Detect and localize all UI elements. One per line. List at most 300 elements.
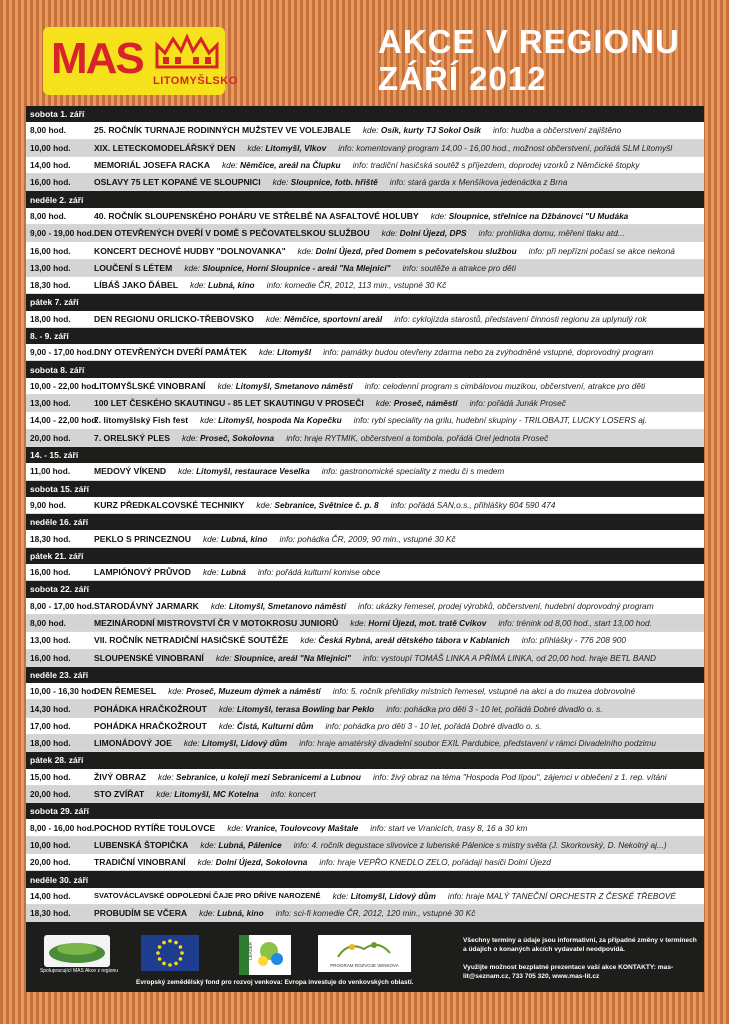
location-value: Horní Újezd, mot. tratě Cvikov (368, 618, 487, 629)
info-value: hraje VEPŘO KNEDLO ZELO, pořádají hasiči Dolní Újezd (337, 857, 551, 868)
event-location (203, 534, 268, 544)
event-name: POHÁDKA HRAČKOŽROUT (94, 703, 207, 714)
disclaimer-text: Všechny termíny a údaje jsou informativní, za případné změny v termínech a údajích o konaných akcích vydavatel neodpovídá. (463, 937, 697, 953)
event-location (211, 601, 346, 611)
event-row (26, 311, 704, 328)
partner-logo (44, 935, 110, 967)
rural-program-logo (318, 935, 411, 972)
event-row (26, 497, 704, 514)
date-label: pátek 7. září (30, 297, 79, 308)
event-name: SLOUPENSKÉ VINOBRANÍ (94, 652, 204, 663)
info-value: pořádá Junák Proseč (487, 398, 566, 409)
date-header (26, 361, 704, 377)
event-location (376, 398, 458, 408)
event-time: 10,00 - 22,00 hod. (30, 380, 99, 391)
svg-text:PROGRAM ROZVOJE VENKOVA: PROGRAM ROZVOJE VENKOVA (330, 963, 399, 968)
info-label: info: (299, 738, 315, 749)
event-row (26, 174, 704, 191)
event-name: POCHOD RYTÍŘE TOULOVCE (94, 822, 216, 833)
info-value: památky budou otevřeny zdarma nebo za zvýhodněné vstupné, doprovodný program (341, 347, 654, 358)
location-label: kde: (199, 908, 215, 919)
event-row (26, 395, 704, 412)
location-value: Česká Rybná, areál dětského tábora v Kablanich (318, 635, 510, 646)
date-label: pátek 21. září (30, 550, 84, 561)
date-label: sobota 15. září (30, 483, 90, 494)
event-time: 8,00 - 16,00 hod. (30, 822, 95, 833)
date-label: sobota 29. září (30, 806, 90, 817)
event-info (338, 143, 672, 153)
event-location (184, 263, 390, 273)
location-label: kde: (256, 499, 273, 510)
info-label: info: (275, 908, 292, 919)
info-value: komentovaný program 14,00 - 16,00 hod., možnost občerstvení, pořádá SLM Litomyšl (356, 142, 673, 153)
info-value: soutěže a atrakce pro děti (420, 262, 516, 273)
location-value: Litomyšl (276, 347, 312, 358)
event-name: PEKLO S PRINCEZNOU (94, 533, 191, 544)
event-name: MEZINÁRODNÍ MISTROVSTVÍ ČR V MOTOKROSU JUNIORŮ (94, 618, 339, 629)
event-row (26, 412, 704, 429)
event-info (354, 415, 647, 425)
event-time: 10,00 hod. (30, 839, 71, 850)
event-location (382, 228, 467, 238)
location-label: kde: (156, 789, 172, 800)
info-label: info: (389, 177, 406, 188)
location-value: Osík, kurty TJ Sokol Osík (380, 125, 481, 136)
location-value: Proseč, náměstí (393, 398, 458, 409)
event-location (156, 789, 258, 799)
location-value: Lubná, kino (220, 533, 268, 544)
event-info (386, 704, 602, 714)
date-header (26, 871, 704, 887)
location-value: Proseč, Sokolovna (199, 432, 275, 443)
eu-flag (141, 935, 199, 971)
info-label: info: (386, 703, 402, 714)
event-name: 100 LET ČESKÉHO SKAUTINGU - 85 LET SKAUTINGU V PROSEČI (94, 398, 364, 409)
info-value: celodenní program s cimbálovou muzikou, občerstvení, atrakce pro děti (382, 380, 646, 391)
event-location (227, 823, 358, 833)
location-label: kde: (222, 160, 238, 171)
event-info (373, 772, 667, 782)
event-info (390, 177, 568, 187)
info-label: info: (362, 652, 379, 663)
info-label: info: (478, 228, 495, 239)
poster-header (0, 0, 729, 106)
event-location (200, 840, 281, 850)
info-value: hudba a občerstvení zajištěno (510, 125, 622, 136)
event-location (216, 653, 351, 663)
event-location (219, 704, 374, 714)
date-header (26, 548, 704, 564)
event-row (26, 277, 704, 294)
date-label: sobota 1. září (30, 109, 85, 120)
event-name: LITOMYŠLSKÉ VINOBRANÍ (94, 380, 206, 391)
event-name: 7. litomyšlský Fish fest (94, 415, 189, 426)
event-info (280, 534, 456, 544)
event-row (26, 718, 704, 735)
event-time: 9,00 hod. (30, 499, 66, 510)
location-label: kde: (430, 210, 447, 221)
event-row (26, 615, 704, 632)
event-time: 14,00 - 22,00 hod. (30, 415, 99, 426)
info-label: info: (257, 567, 274, 578)
info-label: info: (353, 415, 370, 426)
info-label: info: (372, 771, 389, 782)
leader-icon (239, 935, 291, 975)
event-info (365, 381, 645, 391)
event-time: 16,00 hod. (30, 245, 71, 256)
info-label: info: (469, 398, 486, 409)
location-label: kde: (218, 720, 235, 731)
event-info (363, 653, 656, 663)
event-row (26, 819, 704, 836)
event-location (259, 347, 311, 357)
info-value: pohádka ČR, 2009, 90 min., vstupné 30 Kč (297, 533, 456, 544)
event-time: 13,00 hod. (30, 635, 71, 646)
event-name: LÍBÁŠ JAKO ĎÁBEL (94, 280, 179, 291)
event-location (431, 211, 629, 221)
info-label: info: (370, 822, 386, 833)
poster-title: AKCE V REGIONU (378, 23, 680, 60)
event-row (26, 854, 704, 871)
info-value: hraje MALÝ TANEČNÍ ORCHESTR Z ČESKÉ TŘEBOVÉ (465, 890, 676, 901)
event-time: 13,00 hod. (30, 398, 71, 409)
info-value: tradiční hasičská soutěž s příjezdem, doprodej vzorků z Němčické štopky (370, 160, 640, 171)
location-label: kde: (217, 380, 234, 391)
event-info (325, 721, 541, 731)
event-row (26, 242, 704, 259)
info-label: info: (390, 499, 407, 510)
location-value: Němčice, areál na Člupku (240, 160, 341, 171)
event-info (294, 840, 667, 850)
partner-logo-caption: Spolupracující MAS Akce z regionu (39, 968, 119, 974)
event-name: POHÁDKA HRAČKOŽROUT (94, 720, 207, 731)
event-name: PROBUDÍM SE VČERA (94, 908, 188, 919)
location-label: kde: (300, 635, 317, 646)
location-value: Sloupnice, fotb. hřiště (290, 177, 378, 188)
info-value: pořádá kulturní komise obce (275, 567, 381, 578)
info-value: stará garda x Menšíkova jedenáctka z Brna (407, 177, 568, 188)
event-info (529, 246, 675, 256)
date-header (26, 667, 704, 683)
event-time: 14,00 hod. (30, 160, 71, 171)
event-name: SVATOVÁCLAVSKÉ ODPOLEDNÍ ČAJE PRO DŘÍVE NAROZENÉ (94, 891, 321, 901)
location-label: kde: (158, 771, 174, 782)
castle-crown-icon (155, 33, 219, 73)
info-value: prohlídka domu, měření tlaku atd... (496, 228, 625, 239)
location-value: Litomyšl, Smetanovo náměstí (228, 600, 346, 611)
date-label: 8. - 9. září (30, 331, 69, 341)
event-time: 18,00 hod. (30, 738, 71, 749)
event-row (26, 837, 704, 854)
event-info (358, 601, 654, 611)
location-label: kde: (265, 313, 282, 324)
location-value: Litomyšl, Smetanovo náměstí (235, 380, 353, 391)
info-value: přihlášky - 776 208 900 (539, 635, 626, 646)
info-value: pořádá SAN,o.s., přihlášky 604 590 474 (408, 499, 556, 510)
location-label: kde: (200, 839, 217, 850)
event-time: 14,30 hod. (30, 703, 71, 714)
event-time: 8,00 hod. (30, 125, 66, 136)
logo-text: MAS (51, 34, 143, 83)
location-label: kde: (297, 245, 314, 256)
info-label: info: (325, 720, 342, 731)
event-location (190, 280, 255, 290)
info-label: info: (352, 160, 369, 171)
location-value: Lubná, kino (208, 280, 255, 291)
event-location (203, 567, 246, 577)
location-label: kde: (350, 618, 366, 629)
location-label: kde: (178, 466, 194, 477)
location-value: Vranice, Toulovcovy Maštale (245, 822, 359, 833)
event-row (26, 564, 704, 581)
location-label: kde: (181, 432, 198, 443)
event-info (276, 908, 476, 918)
event-name: TRADIČNÍ VINOBRANÍ (94, 857, 186, 868)
location-label: kde: (272, 177, 289, 188)
date-header (26, 581, 704, 597)
event-location (219, 721, 314, 731)
event-row (26, 430, 704, 447)
event-info (258, 567, 380, 577)
info-label: info: (492, 125, 509, 136)
event-row (26, 905, 704, 922)
event-location (184, 738, 287, 748)
date-header (26, 514, 704, 530)
event-time: 17,00 hod. (30, 720, 71, 731)
info-value: ukázky řemesel, prodej výrobků, občerstvení, hudební doprovodný program (376, 600, 654, 611)
event-time: 8,00 hod. (30, 210, 66, 221)
event-name: LUBENSKÁ ŠTOPIČKA (94, 839, 189, 850)
event-schedule (26, 106, 704, 922)
info-value: pohádka pro děti 3 - 10 let, pořádá Dobré divadlo o. s. (343, 720, 542, 731)
partner-logo-icon (44, 935, 110, 967)
event-info (319, 857, 551, 867)
event-info (522, 635, 626, 645)
event-row (26, 650, 704, 667)
event-name: STO ZVÍŘAT (94, 789, 145, 800)
event-time: 16,00 hod. (30, 652, 71, 663)
date-label: neděle 2. září (30, 194, 84, 205)
event-name: LAMPIÓNOVÝ PRŮVOD (94, 567, 191, 578)
event-name: MEDOVÝ VÍKEND (94, 466, 167, 477)
event-location (273, 177, 378, 187)
info-label: info: (528, 245, 545, 256)
event-time: 16,00 hod. (30, 567, 71, 578)
info-value: rybí speciality na grilu, hudební skupiny - TRILOBAJT, LUCKY LOSERS aj. (371, 415, 647, 426)
location-label: kde: (183, 738, 200, 749)
event-row (26, 260, 704, 277)
info-label: info: (358, 600, 374, 611)
info-value: hraje RYTMIK, občerstvení a tombola, pořádá Orel jednota Proseč (304, 432, 549, 443)
location-value: Sloupnice, Horní Sloupnice - areál "Na Mlejnici" (202, 262, 391, 273)
event-name: ŽIVÝ OBRAZ (94, 771, 147, 782)
info-label: info: (332, 686, 349, 697)
event-time: 18,30 hod. (30, 280, 71, 291)
event-info (323, 347, 653, 357)
info-label: info: (286, 432, 302, 443)
event-location (300, 635, 509, 645)
info-value: vystoupí TOMÁŠ LINKA A PŘÍMÁ LINKA, od 20,00 hod. hraje BETL BAND (380, 652, 656, 663)
date-label: sobota 8. září (30, 364, 85, 375)
fund-text: Evropský zemědělský fond pro rozvoj venkova: Evropa investuje do venkovských oblastí. (136, 979, 414, 986)
event-info (286, 433, 548, 443)
location-value: Dolní Újezd, DPS (399, 228, 467, 239)
event-time: 13,00 hod. (30, 262, 71, 273)
location-label: kde: (381, 228, 398, 239)
info-value: živý obraz na téma "Hospoda Pod lípou", zájemci v oblečení z 1. rep. vítáni (390, 771, 667, 782)
event-location (199, 908, 264, 918)
event-location (298, 246, 517, 256)
event-row (26, 344, 704, 361)
event-name: DNY OTEVŘENÝCH DVEŘÍ PAMÁTEK (94, 347, 247, 358)
event-info (271, 789, 316, 799)
date-header (26, 106, 704, 122)
event-row (26, 122, 704, 139)
location-label: kde: (197, 857, 214, 868)
location-label: kde: (375, 398, 392, 409)
event-row (26, 208, 704, 225)
location-value: Dolní Újezd, před Domem s pečovatelskou službou (315, 245, 517, 256)
date-header (26, 481, 704, 497)
date-header (26, 191, 704, 207)
event-info (299, 738, 656, 748)
event-row (26, 683, 704, 700)
event-time: 18,00 hod. (30, 313, 71, 324)
event-location (182, 433, 274, 443)
date-header (26, 803, 704, 819)
date-header (26, 752, 704, 768)
event-time: 14,00 hod. (30, 890, 71, 901)
event-location (333, 891, 436, 901)
event-time: 20,00 hod. (30, 857, 71, 868)
date-label: neděle 30. září (30, 874, 89, 885)
event-name: MEMORIÁL JOSEFA RACKA (94, 160, 211, 171)
poster-subtitle: ZÁŘÍ 2012 (378, 60, 547, 97)
date-label: pátek 28. září (30, 755, 84, 766)
location-label: kde: (227, 822, 243, 833)
event-time: 20,00 hod. (30, 432, 71, 443)
location-value: Sloupnice, areál "Na Mlejnici" (233, 652, 351, 663)
info-label: info: (293, 839, 310, 850)
event-location (256, 500, 378, 510)
event-location (222, 160, 341, 170)
location-value: Litomyšl, Vlkov (265, 142, 327, 153)
info-value: sci-fi komedie ČR, 2012, 120 min., vstupné 30 Kč (293, 908, 476, 919)
event-time: 15,00 hod. (30, 771, 71, 782)
info-value: koncert (288, 789, 316, 800)
location-value: Litomyšl, terasa Bowling bar Peklo (236, 703, 375, 714)
event-name: DEN ŘEMESEL (94, 686, 157, 697)
info-value: trénink od 8,00 hod., start 13,00 hod. (516, 618, 652, 629)
location-label: kde: (200, 415, 216, 426)
event-location (158, 772, 361, 782)
date-label: sobota 22. září (30, 584, 90, 595)
location-label: kde: (190, 280, 206, 291)
info-value: pohádka pro děti 3 - 10 let, pořádá Dobré divadlo o. s. (404, 703, 603, 714)
event-location (198, 857, 308, 867)
event-info (394, 314, 646, 324)
location-label: kde: (247, 142, 264, 153)
info-label: info: (402, 262, 419, 273)
info-value: start ve Vranicích, trasy 8, 16 a 30 km (388, 822, 528, 833)
date-header (26, 447, 704, 463)
info-label: info: (364, 380, 381, 391)
event-info (498, 618, 652, 628)
event-location (218, 381, 353, 391)
event-row (26, 632, 704, 649)
event-row (26, 786, 704, 803)
location-label: kde: (202, 533, 219, 544)
event-name: 40. ROČNÍK SLOUPENSKÉHO POHÁRU VE STŘELBĚ NA ASFALTOVÉ HOLUBY (94, 210, 419, 221)
event-row (26, 700, 704, 717)
event-info (448, 891, 676, 901)
location-value: Proseč, Muzeum dýmek a náměstí (186, 686, 321, 697)
event-row (26, 735, 704, 752)
location-label: kde: (202, 567, 219, 578)
location-label: kde: (332, 890, 349, 901)
info-label: info: (498, 618, 515, 629)
event-row (26, 157, 704, 174)
event-row (26, 140, 704, 157)
info-value: gastronomické speciality z medu či s medem (339, 466, 505, 477)
location-value: Litomyšl, hospoda Na Kopečku (218, 415, 342, 426)
location-value: Čistá, Kulturní dům (236, 720, 314, 731)
info-value: hraje amatérský divadelní soubor EXIL Pardubice, představení v rámci Divadelního podzimu (317, 738, 656, 749)
info-label: info: (323, 347, 339, 358)
event-info (333, 686, 636, 696)
event-location (363, 125, 481, 135)
event-name: STARODÁVNÝ JARMARK (94, 600, 199, 611)
location-label: kde: (218, 703, 235, 714)
event-name: XIX. LETECKOMODELÁŘSKÝ DEN (94, 142, 236, 153)
location-value: Sebranice, u kolejí mezi Sebranicemi a Lubnou (176, 771, 361, 782)
info-value: cyklojízda starostů, představení činnosti regionu za uplynulý rok (412, 313, 647, 324)
rural-program-icon (318, 935, 411, 972)
info-label: info: (521, 635, 538, 646)
event-name: 25. ROČNÍK TURNAJE RODINNÝCH MUŽSTEV VE VOLEJBALE (94, 125, 351, 136)
date-header (26, 294, 704, 310)
event-time: 8,00 - 17,00 hod. (30, 600, 95, 611)
info-value: při nepřízni počasí se akce nekoná (546, 245, 675, 256)
event-info (469, 398, 565, 408)
event-location (168, 686, 321, 696)
event-row (26, 463, 704, 480)
info-value: 4. ročník degustace slivovice z lubenské Pálenice s mistry světa (J. Skorkovský, D. Nekolný aj...) (311, 839, 667, 850)
location-value: Lubná (220, 567, 246, 578)
info-label: info: (447, 890, 464, 901)
svg-text:LEADER: LEADER (248, 941, 253, 960)
location-value: Němčice, sportovní areál (283, 313, 383, 324)
event-time: 10,00 hod. (30, 142, 71, 153)
location-value: Litomyšl, MC Kotelna (174, 789, 259, 800)
event-name: KONCERT DECHOVÉ HUDBY "DOLNOVANKA" (94, 245, 286, 256)
event-name: 7. ORELSKÝ PLES (94, 432, 170, 443)
event-location (178, 466, 310, 476)
location-label: kde: (168, 686, 184, 697)
event-location (266, 314, 382, 324)
location-value: Lubná, Pálenice (218, 839, 282, 850)
location-label: kde: (184, 262, 200, 273)
info-label: info: (394, 313, 410, 324)
event-location (247, 143, 326, 153)
mas-logo (43, 27, 238, 95)
info-value: 5. ročník přehlídky místních řemesel, vstupné na akci a do muzea dobrovolné (350, 686, 636, 697)
info-label: info: (270, 789, 287, 800)
event-name: LOUČENÍ S LÉTEM (94, 262, 173, 273)
location-value: Lubná, kino (217, 908, 264, 919)
location-value: Sebranice, Světnice č. p. 8 (274, 499, 379, 510)
location-label: kde: (258, 347, 275, 358)
